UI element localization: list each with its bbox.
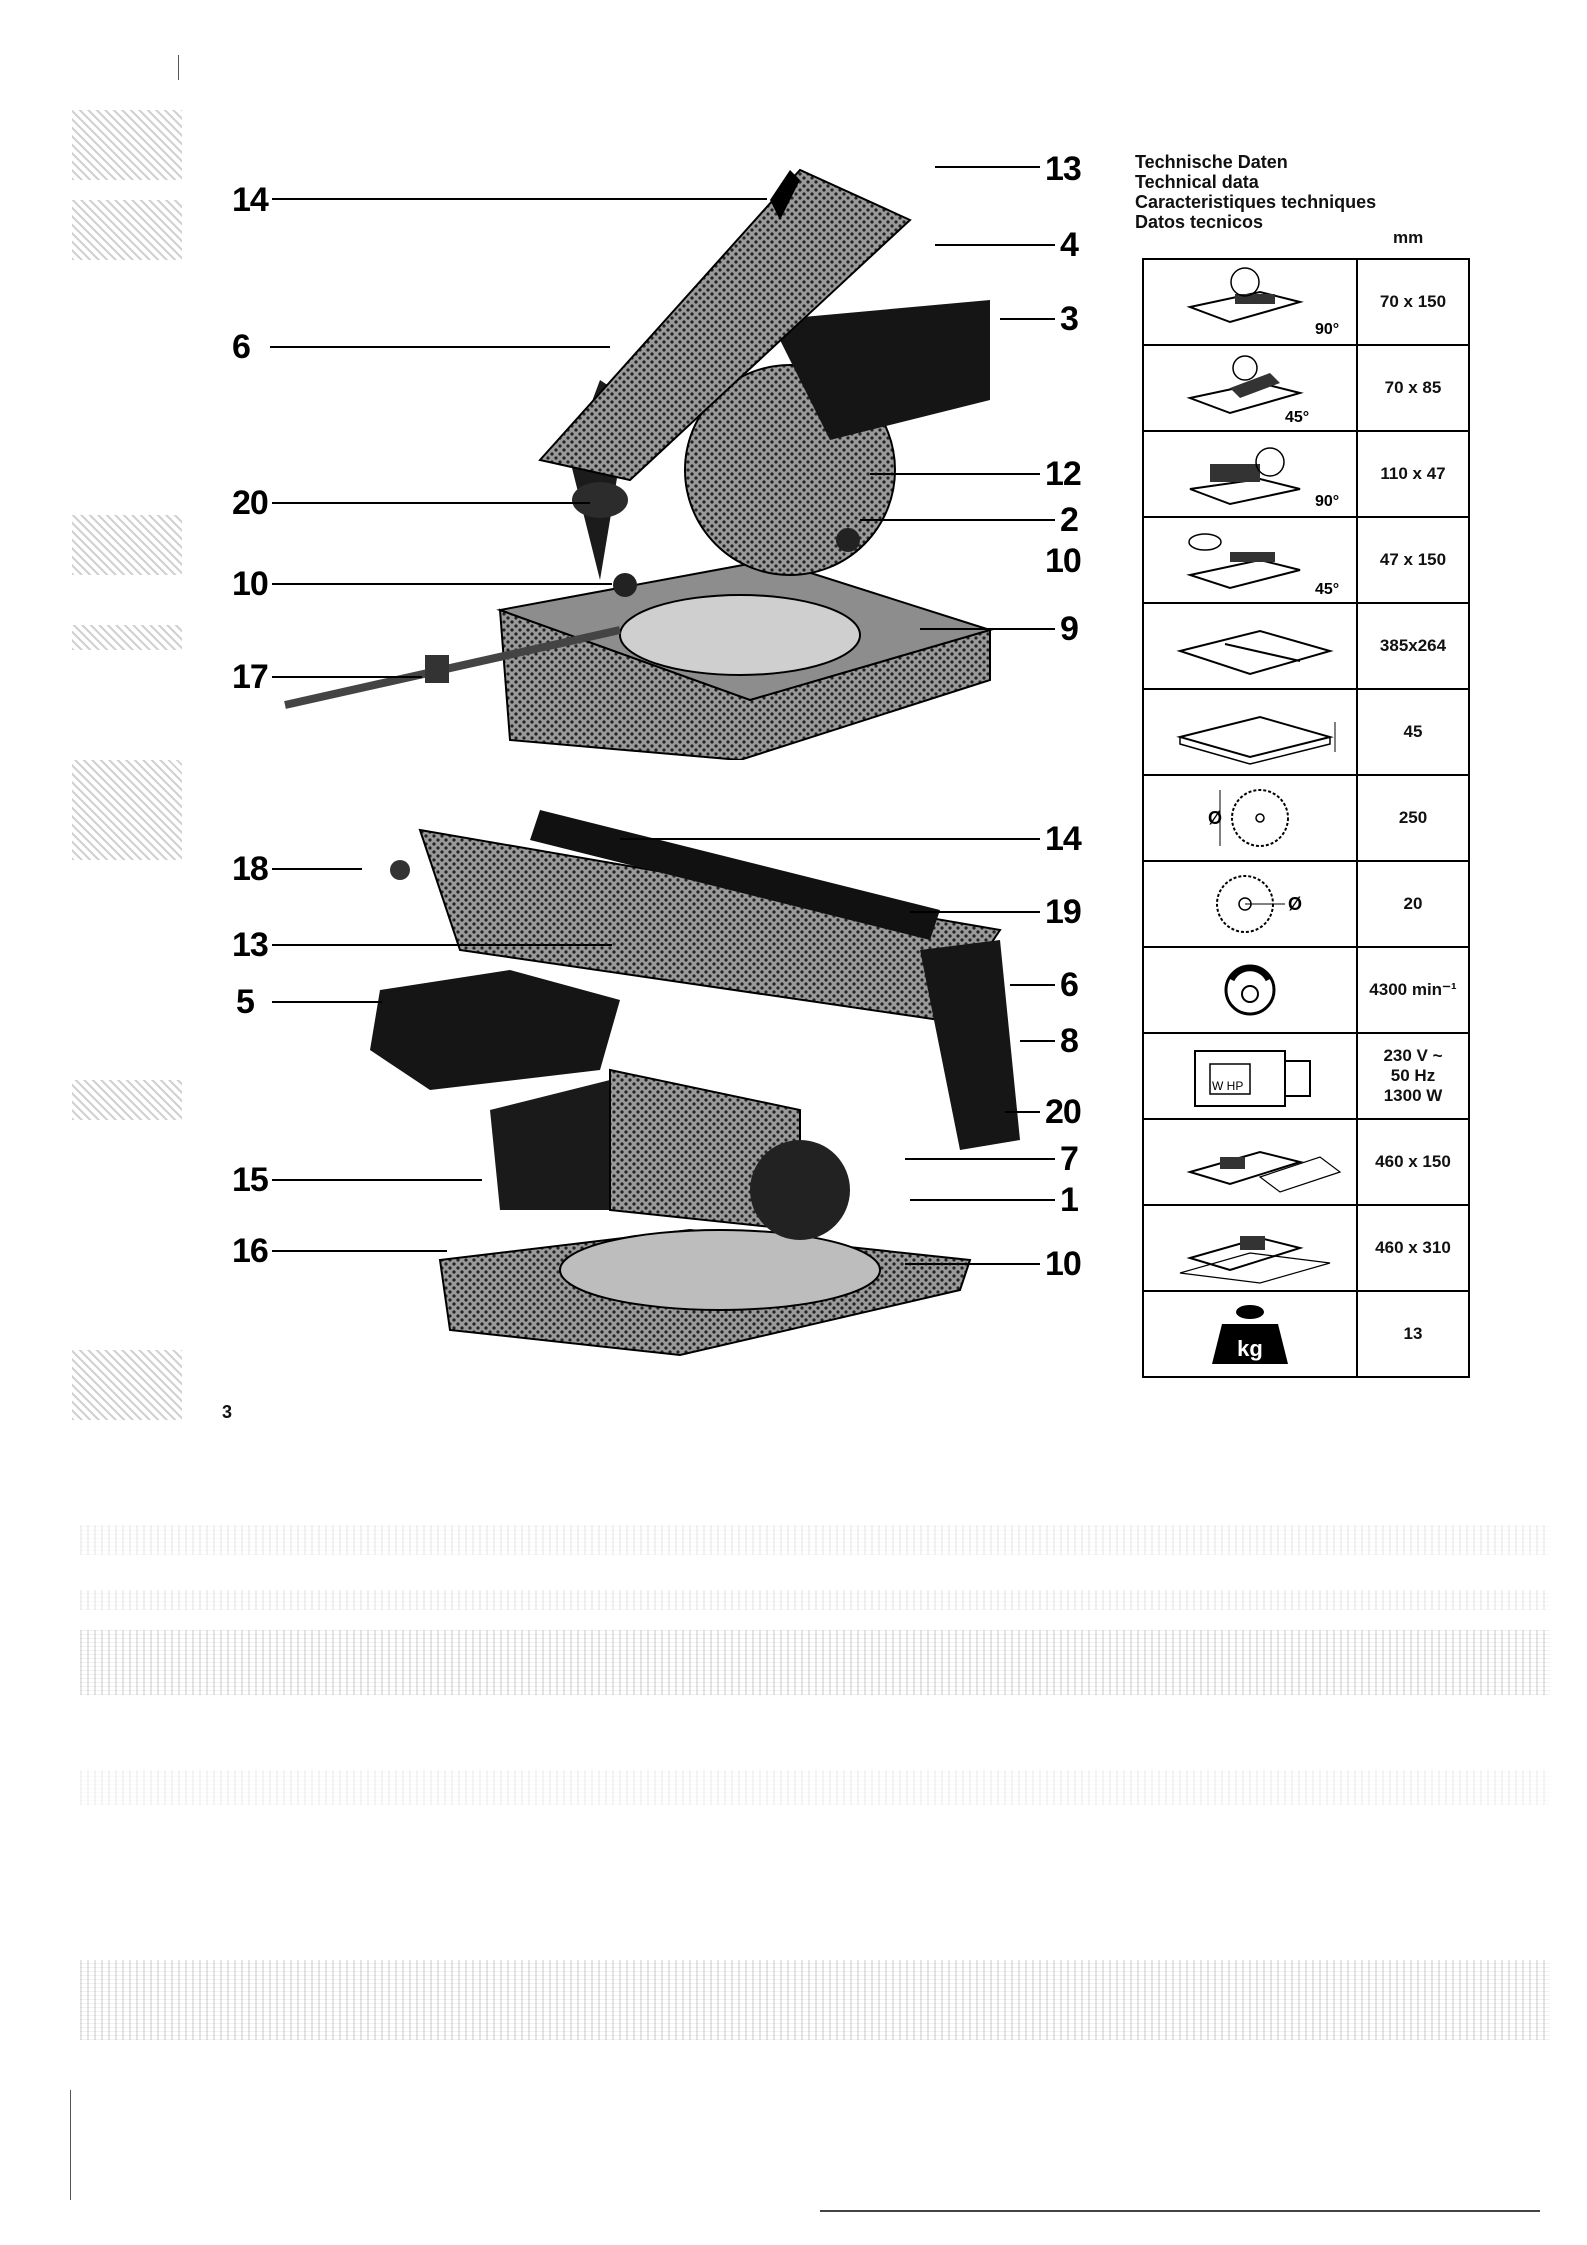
blade-diameter-icon <box>1143 775 1357 861</box>
table-cut-310-icon <box>1143 1205 1357 1291</box>
leader-line <box>1010 984 1055 986</box>
bottom-rule <box>820 2210 1540 2212</box>
scan-speckle <box>72 515 182 575</box>
table-row <box>1143 1033 1469 1119</box>
leader-line <box>935 166 1040 168</box>
leader-line <box>272 502 590 504</box>
icon-label: 90° <box>1315 493 1340 510</box>
heading-english: Technical data <box>1135 172 1259 192</box>
table-row <box>1143 689 1469 775</box>
callout-label: 20 <box>1045 1093 1081 1131</box>
callout-label: 10 <box>1045 1245 1081 1283</box>
leader-line <box>860 519 1055 521</box>
icon-label: Ø <box>1288 894 1303 914</box>
callout-label: 19 <box>1045 893 1081 931</box>
motor-icon <box>1143 1033 1357 1119</box>
leader-line <box>272 1001 382 1003</box>
callout-label: 12 <box>1045 455 1081 493</box>
callout-label: 9 <box>1060 610 1078 648</box>
cut-90-icon <box>1143 259 1357 345</box>
spec-value: 70 x 150 <box>1357 259 1469 345</box>
callout-label: 4 <box>1060 226 1078 264</box>
table-row <box>1143 259 1469 345</box>
heading-german: Technische Daten <box>1135 152 1288 172</box>
technical-data-heading <box>1135 152 1376 232</box>
callout-label: 14 <box>1045 820 1081 858</box>
spec-value: 460 x 150 <box>1357 1119 1469 1205</box>
scan-noise-band <box>80 1525 1550 1555</box>
icon-label: W HP <box>1212 1079 1244 1093</box>
leader-line <box>272 1179 482 1181</box>
spec-value: 230 V ~ 50 Hz 1300 W <box>1357 1033 1469 1119</box>
spec-value: 110 x 47 <box>1357 431 1469 517</box>
callout-label: 8 <box>1060 1022 1078 1060</box>
scan-speckle <box>72 200 182 260</box>
callout-label: 20 <box>232 484 268 522</box>
leader-line <box>272 676 422 678</box>
leader-line <box>1020 1040 1055 1042</box>
scan-noise-band <box>80 1770 1550 1805</box>
icon-label: 90° <box>1315 321 1340 338</box>
icon-label: 45° <box>1285 409 1310 426</box>
cut-45-icon <box>1143 345 1357 431</box>
scan-noise-band <box>80 1960 1550 2040</box>
bevel-45-icon <box>1143 517 1357 603</box>
table-row <box>1143 431 1469 517</box>
spec-value: 47 x 150 <box>1357 517 1469 603</box>
callout-label: 10 <box>1045 542 1081 580</box>
table-cut-150-icon <box>1143 1119 1357 1205</box>
leader-line <box>1005 1111 1040 1113</box>
scan-speckle <box>72 1080 182 1120</box>
spec-value: 70 x 85 <box>1357 345 1469 431</box>
icon-label: kg <box>1237 1336 1263 1361</box>
callout-label: 5 <box>236 983 254 1021</box>
callout-label: 13 <box>232 926 268 964</box>
scan-noise-band <box>80 1630 1550 1695</box>
table-row <box>1143 1205 1469 1291</box>
unit-label: mm <box>1393 228 1424 247</box>
scan-speckle <box>72 760 182 860</box>
callout-label: 1 <box>1060 1181 1078 1219</box>
table-row <box>1143 775 1469 861</box>
spec-value: 13 <box>1357 1291 1469 1377</box>
table-size-icon <box>1143 603 1357 689</box>
leader-line <box>272 868 362 870</box>
scan-speckle <box>72 625 182 650</box>
callout-label: 10 <box>232 565 268 603</box>
leader-line <box>272 1250 447 1252</box>
weight-icon <box>1143 1291 1357 1377</box>
table-height-icon <box>1143 689 1357 775</box>
bore-diameter-icon <box>1143 861 1357 947</box>
leader-line <box>270 346 610 348</box>
leader-line <box>905 1263 1040 1265</box>
leader-line <box>620 838 1040 840</box>
leader-line <box>920 628 1055 630</box>
heading-french: Caracteristiques techniques <box>1135 192 1377 212</box>
scan-speckle <box>72 1350 182 1420</box>
table-row <box>1143 1291 1469 1377</box>
spec-value: 4300 min⁻¹ <box>1357 947 1469 1033</box>
leader-line <box>272 583 612 585</box>
icon-label: Ø <box>1208 808 1223 828</box>
leader-line <box>935 244 1055 246</box>
table-row <box>1143 345 1469 431</box>
table-row <box>1143 517 1469 603</box>
spec-value: 20 <box>1357 861 1469 947</box>
icon-label: 45° <box>1315 581 1340 598</box>
rpm-icon <box>1143 947 1357 1033</box>
page-number: 3 <box>222 1402 233 1422</box>
table-row <box>1143 861 1469 947</box>
table-row <box>1143 603 1469 689</box>
heading-spanish: Datos tecnicos <box>1135 212 1264 232</box>
leader-line <box>1000 318 1055 320</box>
callout-label: 15 <box>232 1161 268 1199</box>
scan-mark <box>178 55 179 80</box>
callout-label: 7 <box>1060 1140 1078 1178</box>
callout-label: 3 <box>1060 300 1078 338</box>
leader-line <box>905 1158 1055 1160</box>
callout-label: 17 <box>232 658 268 696</box>
scan-noise-band <box>80 1590 1550 1610</box>
saw-illustration-bottom <box>360 810 1050 1370</box>
spec-value: 45 <box>1357 689 1469 775</box>
leader-line <box>272 944 612 946</box>
callout-label: 6 <box>1060 966 1078 1004</box>
callout-label: 6 <box>232 328 250 366</box>
technical-data-table <box>1142 258 1470 1378</box>
callout-label: 2 <box>1060 501 1078 539</box>
callout-label: 18 <box>232 850 268 888</box>
callout-label: 14 <box>232 181 268 219</box>
callout-label: 13 <box>1045 150 1081 188</box>
leader-line <box>272 198 767 200</box>
table-row <box>1143 947 1469 1033</box>
table-row <box>1143 1119 1469 1205</box>
scan-mark <box>70 2090 71 2200</box>
saw-illustration-top <box>270 140 1070 760</box>
leader-line <box>870 473 1040 475</box>
scan-speckle <box>72 110 182 180</box>
leader-line <box>910 1199 1055 1201</box>
spec-value: 460 x 310 <box>1357 1205 1469 1291</box>
spec-value: 385x264 <box>1357 603 1469 689</box>
callout-label: 16 <box>232 1232 268 1270</box>
bevel-90-icon <box>1143 431 1357 517</box>
leader-line <box>910 911 1040 913</box>
spec-value: 250 <box>1357 775 1469 861</box>
